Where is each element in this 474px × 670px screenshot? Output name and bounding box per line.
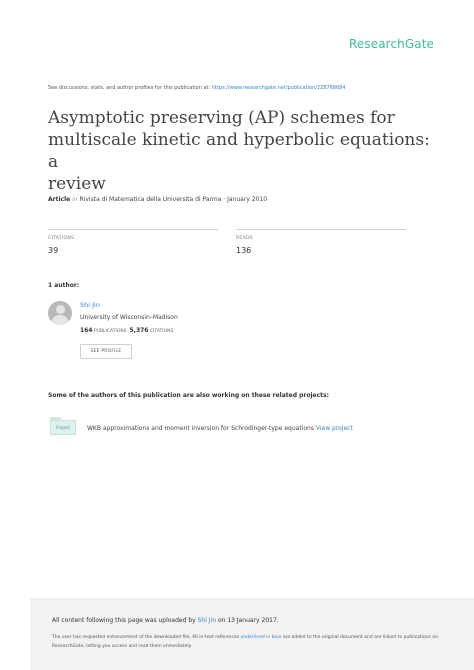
related-projects-heading: Some of the authors of this publication are also working on these related projects: — [48, 392, 329, 399]
uploaded-by-line — [52, 617, 279, 624]
citations-value: 39 — [48, 246, 59, 255]
uploaded-prefix: All content following this page was uploaded by — [52, 617, 198, 624]
author-stats — [80, 327, 173, 334]
see-discussions-text: See discussions, stats, and author profiles for this publication at: — [48, 85, 212, 91]
author-publications-label: PUBLICATIONS — [93, 329, 127, 334]
publication-meta — [48, 196, 267, 203]
underlined-in-blue-text: underlined in blue — [240, 635, 282, 640]
author-citations-label: CITATIONS — [149, 329, 174, 334]
uploaded-suffix: on 13 January 2017. — [216, 617, 279, 624]
divider — [48, 229, 218, 230]
related-project-item — [87, 425, 353, 432]
see-discussions-line — [48, 85, 448, 91]
publication-link[interactable]: https://www.researchgate.net/publication/228768684 — [211, 85, 346, 91]
project-icon-label: Project — [50, 420, 76, 435]
author-citations-count: 5,376 — [129, 327, 149, 334]
avatar-body-shape — [51, 315, 69, 325]
authors-heading: 1 author: — [48, 282, 80, 289]
note-text: are added to the original document and are linked to publications on ResearchGate, letting you access and read them immediately. — [52, 635, 438, 649]
upload-footer — [30, 598, 474, 670]
project-title: WKB approximations and moment inversion for Schrodinger-type equations — [87, 425, 316, 432]
divider — [236, 229, 406, 230]
publication-venue: Rivista di Matematica della Universita di Parma · January 2010 — [79, 196, 268, 203]
uploader-link[interactable]: Shi Jin — [197, 617, 217, 624]
author-institution: University of Wisconsin–Madison — [80, 314, 178, 321]
enhancement-note — [52, 633, 462, 651]
project-folder-icon — [50, 417, 76, 435]
title-line: Asymptotic preserving (AP) schemes for — [48, 108, 395, 128]
citations-label: CITATIONS — [48, 236, 75, 241]
reads-value: 136 — [236, 246, 252, 255]
avatar[interactable] — [48, 301, 72, 325]
in-label: in — [72, 196, 78, 203]
reads-label: READS — [236, 236, 253, 241]
citations-stat — [48, 229, 218, 255]
reads-stat — [236, 229, 406, 255]
view-project-link[interactable]: View project — [315, 425, 353, 432]
author-publications-count: 164 — [80, 327, 93, 334]
title-line: multiscale kinetic and hyperbolic equations: a — [48, 130, 430, 172]
publication-type: Article — [48, 196, 71, 203]
publication-title — [48, 107, 438, 195]
researchgate-logo[interactable]: ResearchGate — [349, 37, 434, 51]
see-profile-button[interactable]: SEE PROFILE — [80, 344, 132, 359]
title-line: review — [48, 174, 106, 194]
author-name-link[interactable]: Shi Jin — [80, 301, 100, 309]
avatar-head-shape — [56, 305, 65, 314]
note-text: The user has requested enhancement of the downloaded file. All in-text references — [52, 635, 241, 640]
